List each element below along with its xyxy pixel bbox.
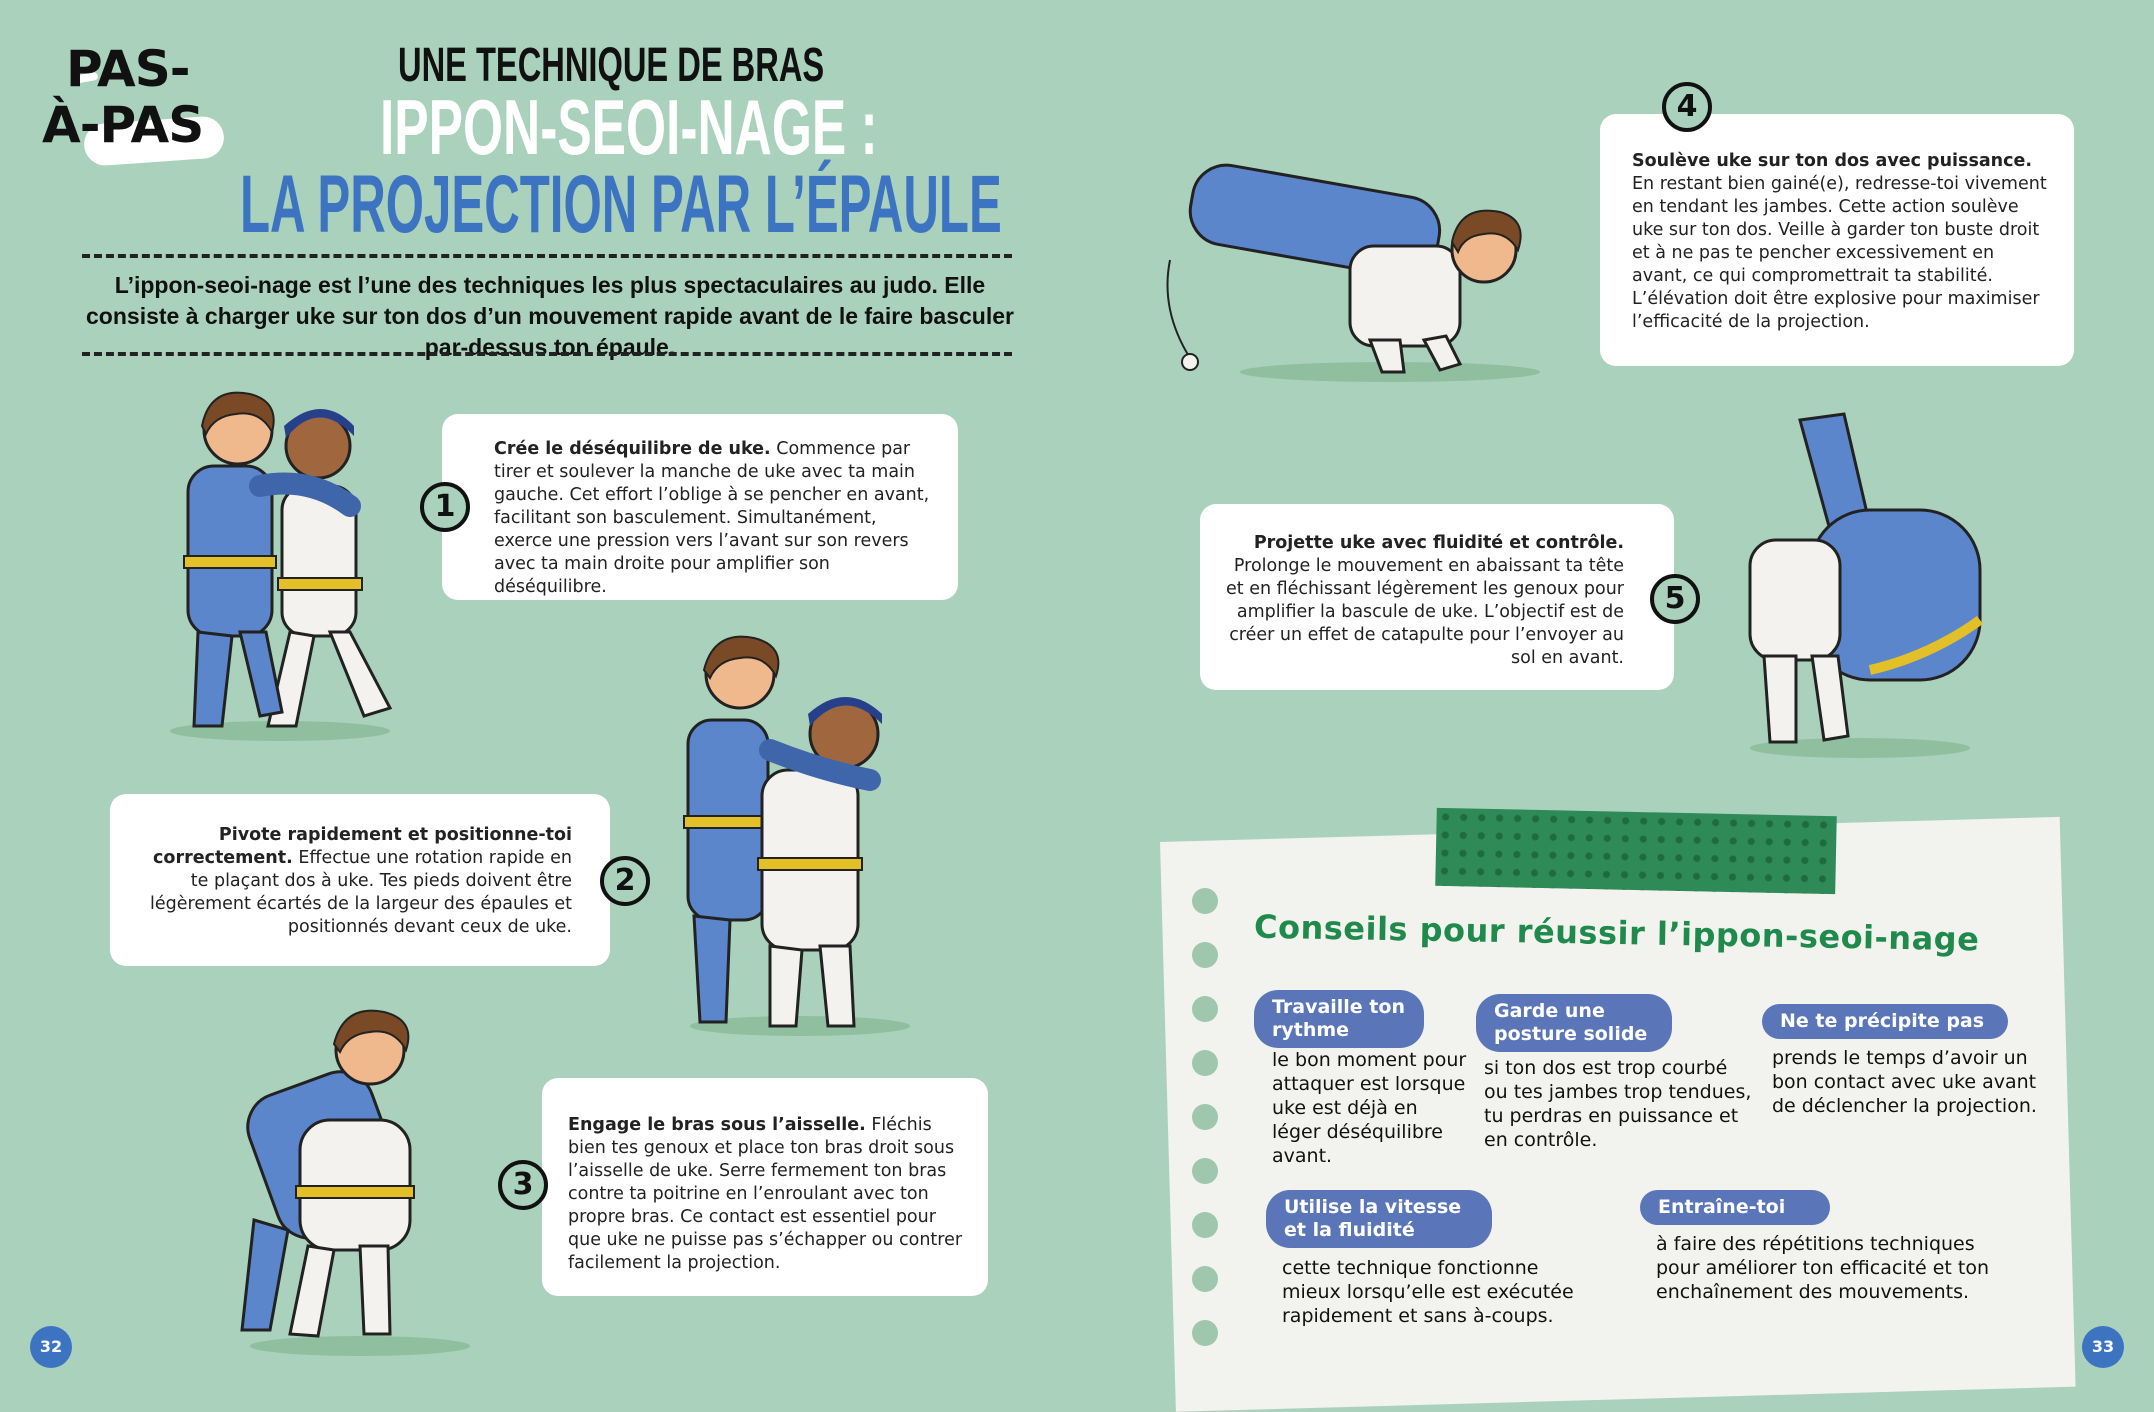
step-card-2 [110, 794, 610, 966]
tip-tag-rythme: Travaille ton rythme [1254, 990, 1424, 1048]
page-title-line-2: LA PROJECTION PAR L’ÉPAULE [240, 159, 1002, 250]
divider-bottom [82, 352, 1012, 356]
step-2-heading: Pivote rapidement et positionne-toi correctement. [153, 825, 572, 868]
tip-tag-vitesse: Utilise la vitesse et la fluidité [1266, 1190, 1492, 1248]
judoka-illustration-step-3 [230, 1000, 480, 1360]
step-card-1 [442, 414, 958, 600]
step-2-body: Effectue une rotation rapide en te plaçant dos à uke. Tes pieds doivent être légèrement écartés de la largeur des épaules et positionnés devant ceux de uke. [150, 848, 572, 937]
tape-strip [1435, 808, 1837, 894]
step-5-body: Prolonge le mouvement en abaissant ta tête et en fléchissant légèrement les genoux pour amplifier la bascule de uke. L’objectif est de créer un effet de catapulte pour l’envoyer au sol en avant. [1226, 556, 1624, 668]
intro-text: L’ippon-seoi-nage est l’une des techniques les plus spectaculaires au judo. Elle consiste à charger uke sur ton dos d’un mouvement rapide avant de le faire basculer par-dessus ton épaule. [86, 272, 1014, 360]
judoka-illustration-step-1 [150, 386, 420, 746]
step-card-5 [1200, 504, 1674, 690]
step-card-3 [542, 1078, 988, 1296]
judoka-illustration-step-4 [1150, 150, 1570, 410]
page-kicker: UNE TECHNIQUE DE BRAS [398, 39, 825, 92]
tip-tag-precipite: Ne te précipite pas [1762, 1004, 2008, 1039]
tip-text-rythme: le bon moment pour attaquer est lorsque uke est déjà en léger déséquilibre avant. [1272, 1049, 1467, 1167]
tip-text-vitesse: cette technique fonctionne mieux lorsqu’elle est exécutée rapidement et sans à-coups. [1282, 1257, 1574, 1327]
page-title-line-1: IPPON-SEOI-NAGE : [380, 83, 878, 171]
tip-text-entraine: à faire des répétitions techniques pour améliorer ton efficacité et ton enchaînement des mouvements. [1656, 1233, 1990, 1303]
step-3-body: Fléchis bien tes genoux et place ton bras droit sous l’aisselle de uke. Serre fermement ton bras contre ta poitrine en l’enroulant avec ton propre bras. Ce contact est essentiel pour que uke ne puisse pas s’échapper ou contrer facilement la projection. [568, 1115, 963, 1273]
step-number-5: 5 [1650, 574, 1700, 624]
step-number-2: 2 [600, 856, 650, 906]
pas-a-pas-badge [42, 38, 232, 158]
notebook-rings [1150, 880, 1220, 1400]
page-number-left: 32 [30, 1326, 72, 1368]
step-number-4: 4 [1662, 82, 1712, 132]
tip-text-precipite: prends le temps d’avoir un bon contact avec uke avant de déclencher la projection. [1772, 1047, 2037, 1117]
judoka-illustration-step-2 [670, 630, 940, 1040]
step-5-heading: Projette uke avec fluidité et contrôle. [1253, 533, 1624, 553]
step-number-1: 1 [420, 482, 470, 532]
tip-text-posture: si ton dos est trop courbé ou tes jambes trop tendues, tu perdras en puissance et en contrôle. [1484, 1057, 1752, 1151]
step-number-3: 3 [498, 1160, 548, 1210]
step-4-heading: Soulève uke sur ton dos avec puissance. [1632, 151, 2033, 171]
tips-title: Conseils pour réussir l’ippon-seoi-nage [1253, 907, 1980, 959]
step-1-body: Commence par tirer et soulever la manche de uke avec ta main gauche. Cet effort l’oblige à se pencher en avant, facilitant son basculement. Simultanément, exerce une pression vers l’avant sur son revers avec ta main droite pour amplifier son déséquilibre. [494, 439, 930, 597]
judoka-illustration-step-5 [1720, 400, 2020, 760]
page-number-right: 33 [2082, 1326, 2124, 1368]
badge-line-2: À-PAS [42, 96, 204, 154]
tip-tag-posture: Garde une posture solide [1476, 994, 1672, 1052]
divider-top [82, 254, 1012, 258]
step-3-heading: Engage le bras sous l’aisselle. [568, 1115, 866, 1135]
step-1-heading: Crée le déséquilibre de uke. [494, 439, 771, 459]
badge-line-1: PAS- [66, 40, 190, 98]
step-card-4 [1600, 114, 2074, 366]
step-4-body: En restant bien gainé(e), redresse-toi vivement en tendant les jambes. Cette action soulève uke sur ton dos. Veille à garder ton buste droit et à ne pas te pencher excessivement en avant, ce qui compromettrait ta stabilité. L’élévation doit être explosive pour maximiser l’efficacité de la projection. [1632, 174, 2047, 332]
tip-tag-entraine: Entraîne-toi [1640, 1190, 1830, 1225]
